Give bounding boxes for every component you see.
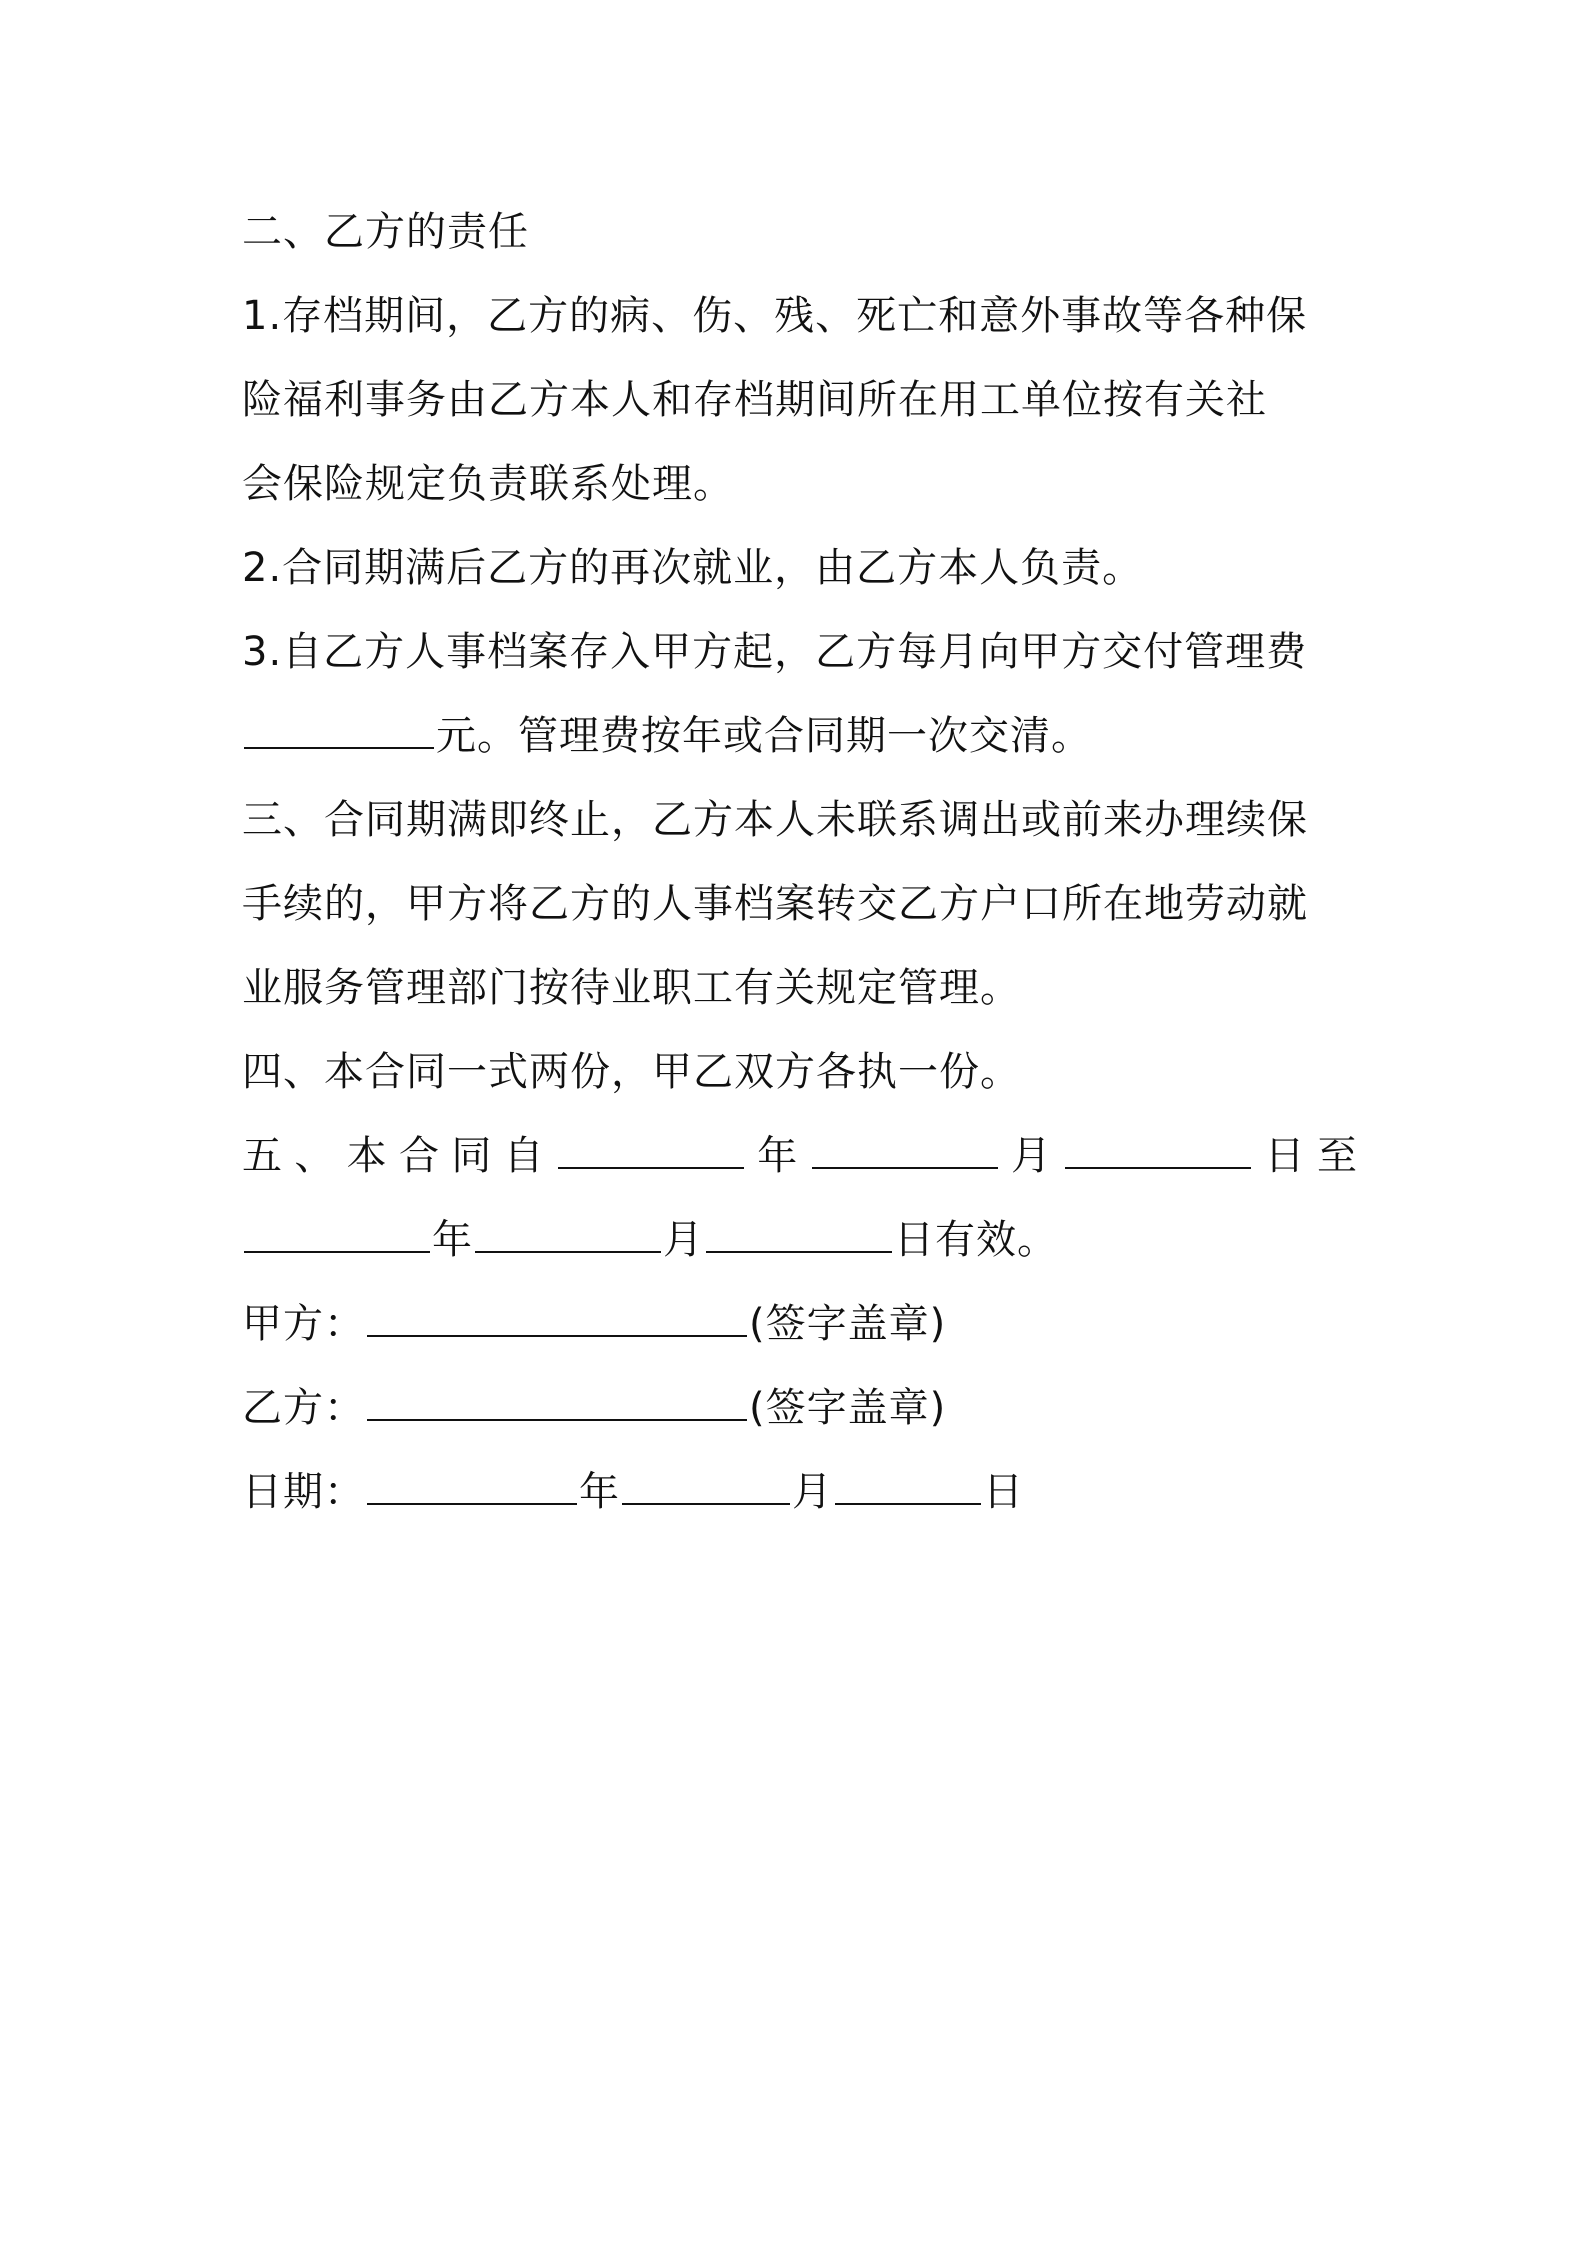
date-row: [242, 1450, 1358, 1534]
end-year-blank[interactable]: [244, 1215, 430, 1253]
item-1-line-2: 险福利事务由乙方本人和存档期间所在用工单位按有关社: [242, 377, 1267, 423]
party-b-seal-note: (签字盖章): [749, 1385, 947, 1431]
party-a-label: 甲方：: [242, 1301, 365, 1347]
party-b-signature-blank[interactable]: [367, 1383, 747, 1421]
item-1-line-3: 会保险规定负责联系处理。: [242, 461, 734, 507]
end-day-blank[interactable]: [706, 1215, 892, 1253]
item-1-line-1: 1.存档期间，乙方的病、伤、残、死亡和意外事故等各种保: [242, 293, 1308, 339]
end-day-label: 日有效。: [894, 1217, 1058, 1263]
section-2-heading: 二、乙方的责任: [242, 209, 529, 255]
section-4: 四、本合同一式两份，甲乙双方各执一份。: [242, 1049, 1021, 1095]
start-day-label: 日: [1264, 1133, 1306, 1179]
item-3-line-2-text: 元。管理费按年或合同期一次交清。: [436, 713, 1092, 759]
item-3-line-1: 3.自乙方人事档案存入甲方起，乙方每月向甲方交付管理费: [242, 629, 1308, 675]
start-month-blank[interactable]: [812, 1131, 998, 1169]
end-year-label: 年: [432, 1217, 473, 1263]
end-month-blank[interactable]: [475, 1215, 661, 1253]
fee-blank[interactable]: [244, 711, 434, 749]
party-a-signature-blank[interactable]: [367, 1299, 747, 1337]
item-3-line-2: [242, 694, 1358, 778]
start-month-label: 月: [1010, 1133, 1052, 1179]
section-5-char: 自: [503, 1133, 545, 1179]
contract-body: [242, 190, 1358, 1534]
party-b-label: 乙方：: [242, 1385, 365, 1431]
section-3-line-1: 三、合同期满即终止，乙方本人未联系调出或前来办理续保: [242, 797, 1308, 843]
start-year-blank[interactable]: [558, 1131, 744, 1169]
section-5-char: 同: [451, 1133, 493, 1179]
date-year-label: 年: [579, 1469, 620, 1515]
end-month-label: 月: [663, 1217, 704, 1263]
date-label: 日期：: [242, 1469, 365, 1515]
party-a-signature-row: [242, 1282, 1358, 1366]
start-year-label: 年: [757, 1133, 799, 1179]
section-5-char: 合: [398, 1133, 440, 1179]
party-b-signature-row: [242, 1366, 1358, 1450]
date-year-blank[interactable]: [367, 1467, 577, 1505]
section-5-char: 、: [294, 1133, 336, 1179]
item-2: 2.合同期满后乙方的再次就业，由乙方本人负责。: [242, 545, 1144, 591]
section-5-line-2: [242, 1198, 1358, 1282]
section-5-char: 五: [242, 1133, 283, 1179]
start-day-blank[interactable]: [1065, 1131, 1251, 1169]
party-a-seal-note: (签字盖章): [749, 1301, 947, 1347]
section-3-line-3: 业服务管理部门按待业职工有关规定管理。: [242, 965, 1021, 1011]
date-day-label: 日: [983, 1469, 1024, 1515]
date-month-label: 月: [792, 1469, 833, 1515]
date-day-blank[interactable]: [835, 1467, 981, 1505]
section-5-char: 本: [346, 1133, 388, 1179]
section-5-line-1: [242, 1114, 1358, 1198]
to-label: 至: [1316, 1133, 1358, 1179]
section-3-line-2: 手续的，甲方将乙方的人事档案转交乙方户口所在地劳动就: [242, 881, 1308, 927]
date-month-blank[interactable]: [622, 1467, 790, 1505]
